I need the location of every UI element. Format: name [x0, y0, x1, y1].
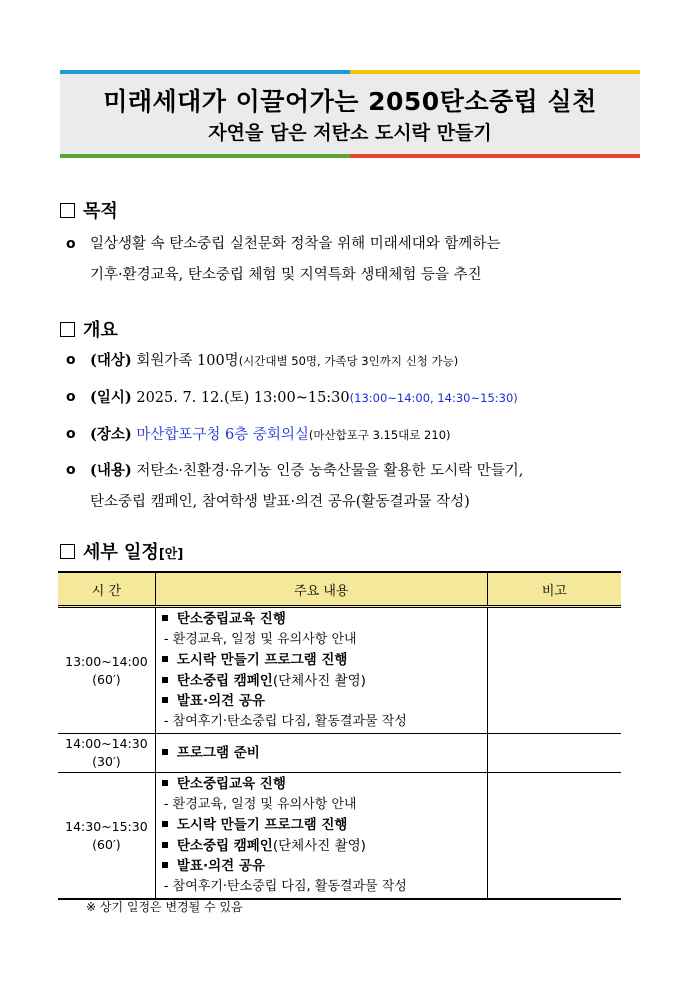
schedule-sub-item	[162, 712, 487, 733]
title-box	[60, 70, 640, 158]
overview-target	[66, 345, 646, 377]
square-bullet-icon	[162, 862, 168, 868]
time-range: 14:30~15:30	[65, 818, 148, 834]
page-title: 미래세대가 이끌어가는 2050탄소중립 실천	[103, 87, 597, 116]
circle-bullet-icon: o	[66, 236, 76, 252]
time-duration: (60′)	[92, 836, 121, 852]
schedule-item-text: - 참여후기·탄소중립 다짐, 활동결과물 작성	[163, 878, 407, 894]
circle-bullet-icon: o	[66, 426, 76, 442]
content-cell	[155, 607, 487, 734]
schedule-item-text: 발표·의견 공유	[176, 858, 265, 874]
note-cell	[487, 734, 621, 773]
place-note: (마산합포구 3.15대로 210)	[308, 428, 451, 442]
target-label: (대상)	[90, 352, 132, 369]
time-duration: (30′)	[92, 754, 121, 769]
schedule-item	[162, 691, 487, 712]
date-label: (일시)	[90, 389, 132, 406]
content-line-1: 저탄소·친환경·유기농 인증 농축산물을 활용한 도시락 만들기,	[136, 463, 524, 479]
square-bullet-icon	[162, 821, 168, 827]
schedule-item-text: - 환경교육, 일정 및 유의사항 안내	[163, 796, 357, 812]
content-label: (내용)	[90, 462, 132, 479]
section-overview-title: 개요	[83, 320, 118, 341]
column-header-content: 주요 내용	[155, 572, 487, 607]
circle-bullet-icon: o	[66, 352, 76, 368]
time-range: 14:00~14:30	[65, 736, 148, 751]
title-bottom-bar	[60, 154, 640, 158]
section-purpose-title: 목적	[83, 201, 118, 222]
place-value: 마산합포구청 6층 중회의실	[136, 427, 309, 443]
content-cell	[155, 734, 487, 773]
time-cell	[58, 607, 155, 734]
date-note: (13:00~14:00, 14:30~15:30)	[349, 391, 518, 405]
target-value: 회원가족 100명	[136, 353, 239, 369]
schedule-item-suffix: (단체사진 촬영)	[272, 837, 366, 854]
column-header-time: 시 간	[58, 572, 155, 607]
overview-place	[66, 419, 646, 451]
schedule-sub-item	[162, 795, 487, 816]
overview-date	[66, 382, 646, 414]
page-subtitle: 자연을 담은 저탄소 도시락 만들기	[208, 122, 492, 144]
schedule-item-text: - 환경교육, 일정 및 유의사항 안내	[163, 631, 357, 647]
table-row	[58, 734, 621, 773]
overview-content	[66, 455, 646, 518]
schedule-item	[162, 743, 487, 764]
schedule-item-text: 프로그램 준비	[176, 744, 260, 761]
schedule-item	[162, 856, 487, 877]
schedule-item-text: 탄소중립 캠페인	[176, 672, 273, 689]
purpose-line-1: 일상생활 속 탄소중립 실천문화 정착을 위해 미래세대와 함께하는	[90, 236, 501, 252]
schedule-item	[162, 815, 487, 836]
schedule-item	[162, 836, 487, 857]
section-schedule-title: 세부 일정	[83, 542, 159, 563]
schedule-item	[162, 671, 487, 692]
square-bullet-icon	[162, 677, 168, 683]
column-header-note: 비고	[487, 572, 621, 607]
time-cell	[58, 773, 155, 900]
schedule-item-suffix: (단체사진 촬영)	[272, 672, 366, 689]
note-cell	[487, 773, 621, 900]
schedule-item-text: 도시락 만들기 프로그램 진행	[176, 652, 348, 668]
schedule-item	[162, 774, 487, 795]
schedule-sub-item	[162, 877, 487, 898]
schedule-item	[162, 609, 487, 630]
square-bullet-icon	[162, 656, 168, 662]
section-overview-heading	[60, 316, 118, 342]
square-bullet-icon	[162, 749, 168, 755]
footnote: ※ 상기 일정은 변경될 수 있음	[86, 900, 243, 914]
schedule-table	[58, 571, 621, 900]
target-note: (시간대별 50명, 가족당 3인까지 신청 가능)	[238, 354, 459, 368]
schedule-item-text: 도시락 만들기 프로그램 진행	[176, 817, 348, 833]
square-bullet-icon	[162, 842, 168, 848]
section-purpose-heading	[60, 197, 118, 223]
square-bullet-icon	[162, 780, 168, 786]
schedule-item	[162, 650, 487, 671]
square-bullet-icon	[162, 697, 168, 703]
purpose-line-2: 기후·환경교육, 탄소중립 체험 및 지역특화 생태체험 등을 추진	[90, 267, 482, 283]
circle-bullet-icon: o	[66, 462, 76, 478]
date-value: 2025. 7. 12.(토) 13:00~15:30	[136, 390, 350, 406]
schedule-item-text: 탄소중립교육 진행	[176, 776, 286, 792]
table-row	[58, 773, 621, 900]
purpose-bullet	[66, 229, 646, 291]
square-bullet-icon	[162, 615, 168, 621]
checkbox-square-icon	[60, 544, 75, 559]
content-cell	[155, 773, 487, 900]
schedule-item-text: 탄소중립교육 진행	[176, 611, 286, 627]
time-range: 13:00~14:00	[65, 653, 148, 669]
schedule-item-text: 탄소중립 캠페인	[176, 837, 273, 854]
schedule-item-text: - 참여후기·탄소중립 다짐, 활동결과물 작성	[163, 713, 407, 729]
checkbox-square-icon	[60, 322, 75, 337]
time-cell	[58, 734, 155, 773]
schedule-item-text: 발표·의견 공유	[176, 693, 265, 709]
table-row	[58, 607, 621, 734]
checkbox-square-icon	[60, 203, 75, 218]
section-schedule-heading	[60, 538, 183, 564]
note-cell	[487, 607, 621, 734]
place-label: (장소)	[90, 426, 132, 443]
time-duration: (60′)	[92, 671, 121, 687]
circle-bullet-icon: o	[66, 389, 76, 405]
section-schedule-suffix: [안]	[158, 547, 184, 562]
table-header-row	[58, 572, 621, 607]
schedule-sub-item	[162, 630, 487, 651]
content-line-2: 탄소중립 캠페인, 참여학생 발표·의견 공유(활동결과물 작성)	[90, 494, 470, 510]
